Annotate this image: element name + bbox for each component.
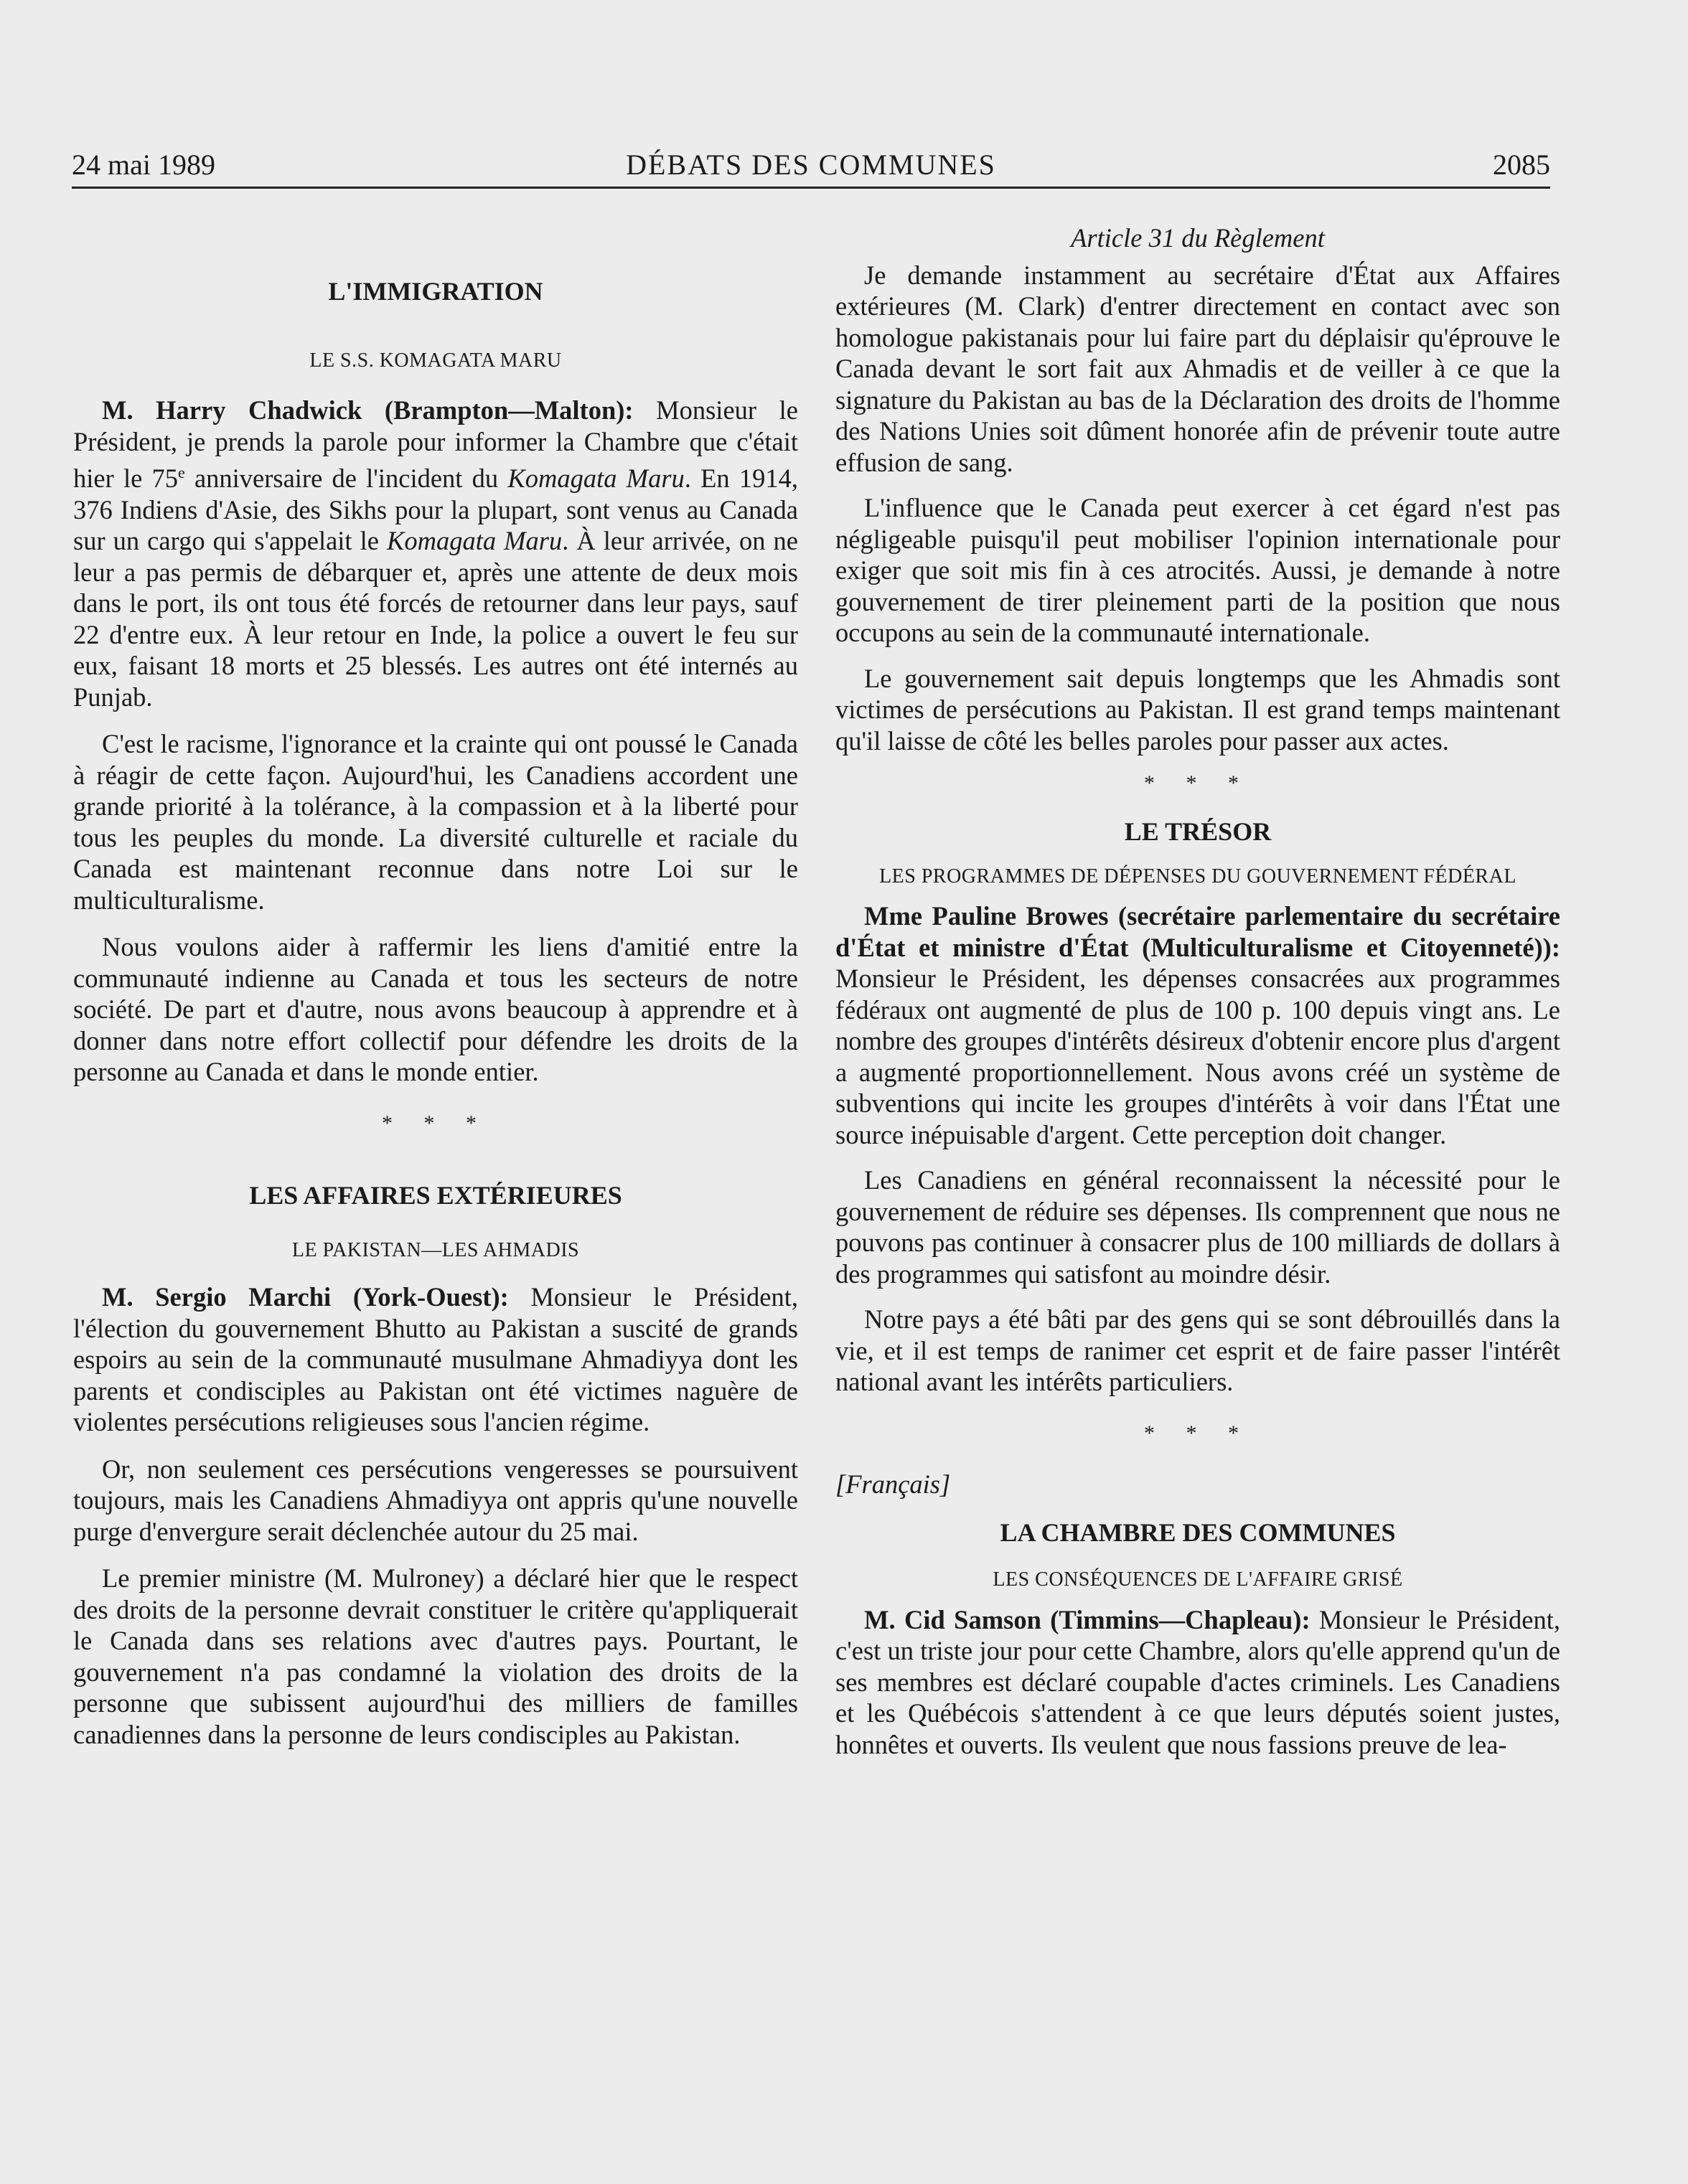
speaker-marchi: M. Sergio Marchi (York-Ouest): — [102, 1282, 509, 1312]
paragraph-amitie: Nous voulons aider à raffermir les liens d'amitié entre la communauté indienne au Canada et tous les secteurs de notre société. De part et d'autre, nous avons beaucoup à apprendre et à donner dans notre effort collectif pour défendre les droits de la personne au Canada et dans le monde entier. — [73, 932, 798, 1087]
paragraph-samson: M. Cid Samson (Timmins—Chapleau): Monsieur le Président, c'est un triste jour pour cette Chambre, alors qu'elle apprend qu'un de ses membres est déclaré coupable d'actes criminels. Les Canadiens et les Québécois s'attendent à ce que leurs députés soient justes, honnêtes et ouverts. Ils veulent que nous fassions preuve de lea- — [835, 1604, 1560, 1759]
right-column — [835, 208, 1560, 1760]
subheading-komagata: LE S.S. KOMAGATA MARU — [309, 349, 562, 372]
heading-chambre: LA CHAMBRE DES COMMUNES — [1000, 1517, 1396, 1547]
subheading-programmes: LES PROGRAMMES DE DÉPENSES DU GOUVERNEMENT FÉDÉRAL — [879, 865, 1516, 888]
header-rule — [72, 187, 1550, 189]
paragraph-chadwick: M. Harry Chadwick (Brampton—Malton): Monsieur le Président, je prends la parole pour informer la Chambre que c'était hier le 75e anniversaire de l'incident du Komagata Maru. En 1914, 376 Indiens d'Asie, des Sikhs pour la plupart, sont venus au Canada sur un cargo qui s'appelait le Komagata Maru. À leur arrivée, on ne leur a pas permis de débarquer et, après une attente de deux mois dans le port, ils ont tous été forcés de retourner dans leur pays, sauf 22 d'entre eux. À leur retour en Inde, la police a ouvert le feu sur eux, faisant 18 morts et 25 blessés. Les autres ont été internés au Punjab. — [73, 395, 799, 712]
paragraph-marchi: M. Sergio Marchi (York-Ouest): Monsieur le Président, l'élection du gouvernement Bhutto au Pakistan a suscité de grands espoirs au sein de la communauté musulmane Ahmadiyya dont les parents et condisciples au Pakistan ont été victimes naguère de violentes persécutions religieuses sous l'ancien régime. — [73, 1282, 799, 1437]
heading-tresor: LE TRÉSOR — [1124, 816, 1272, 846]
paragraph-browes: Mme Pauline Browes (secrétaire parlementaire du secrétaire d'État et ministre d'État (Multiculturalisme et Citoyenneté)): Monsieur le Président, les dépenses consacrées aux programmes fédéraux ont augmenté de plus de 100 p. 100 depuis vingt ans. Le nombre des groupes d'intérêts désireux d'obtenir encore plus d'argent a augmenté proportionnellement. Nous avons créé un système de subventions qui incite les groupes d'intérêts à voir dans l'État une source inépuisable d'argent. Cette perception doit changer. — [835, 901, 1560, 1149]
paragraph-racisme: C'est le racisme, l'ignorance et la crainte qui ont poussé le Canada à réagir de cette façon. Aujourd'hui, les Canadiens accordent une grande priorité à la tolérance, à la compassion et à la liberté pour tous les peuples du monde. La diversité culturelle et raciale du Canada est maintenant reconnue dans notre Loi sur le multiculturalisme. — [73, 729, 798, 915]
header-title: DÉBATS DES COMMUNES — [626, 149, 996, 181]
paragraph-influence: L'influence que le Canada peut exercer à cet égard n'est pas négligeable puisqu'il peut mobiliser l'opinion internationale pour exiger que soit mis fin à ces atrocités. Aussi, je demande à notre gouvernement de tirer pleinement parti de la position que nous occupons au sein de la communauté internationale. — [835, 493, 1560, 647]
section-divider: * * * — [1144, 771, 1252, 795]
speaker-samson: M. Cid Samson (Timmins—Chapleau): — [864, 1604, 1310, 1634]
paragraph-demande: Je demande instamment au secrétaire d'État aux Affaires extérieures (M. Clark) d'entrer directement en contact avec son homologue pakistanais pour lui faire part du déplaisir qu'éprouve le Canada devant le sort fait aux Ahmadis et de veiller à ce que la signature du Pakistan au bas de la Déclaration des droits de l'homme des Nations Unies soit dûment honorée afin de prévenir toute autre effusion de sang. — [835, 260, 1560, 477]
page-number: 2085 — [1493, 149, 1550, 181]
heading-affaires-exterieures: LES AFFAIRES EXTÉRIEURES — [249, 1181, 622, 1210]
header-date: 24 mai 1989 — [72, 149, 215, 181]
article-reference: Article 31 du Règlement — [1071, 223, 1325, 253]
subheading-grise: LES CONSÉQUENCES DE L'AFFAIRE GRISÉ — [993, 1568, 1403, 1591]
page-header — [72, 147, 1550, 183]
paragraph-canadiens: Les Canadiens en général reconnaissent la nécessité pour le gouvernement de réduire ses dépenses. Ils comprennent que nous ne pouvons pas continuer à consacrer plus de 100 milliards de dollars à des programmes qui satisfont au moindre désir. — [835, 1165, 1560, 1289]
speaker-chadwick: M. Harry Chadwick (Brampton—Malton): — [102, 395, 634, 425]
language-marker: [Français] — [835, 1469, 951, 1499]
section-divider: * * * — [1144, 1421, 1252, 1445]
speaker-browes: Mme Pauline Browes (secrétaire parlementaire du secrétaire d'État et ministre d'État (Multiculturalisme et Citoyenneté)): — [835, 901, 1560, 962]
paragraph-pays: Notre pays a été bâti par des gens qui se sont débrouillés dans la vie, et il est temps de ranimer cet esprit et de faire passer l'intérêt national avant les intérêts particuliers. — [835, 1304, 1560, 1396]
heading-immigration: L'IMMIGRATION — [328, 277, 543, 306]
paragraph-persecutions: Or, non seulement ces persécutions vengeresses se poursuivent toujours, mais les Canadiens Ahmadiyya ont appris qu'une nouvelle purge d'envergure serait déclenchée autour du 25 mai. — [73, 1454, 798, 1546]
left-column — [73, 208, 798, 1750]
subheading-pakistan: LE PAKISTAN—LES AHMADIS — [291, 1238, 580, 1261]
paragraph-gouvernement: Le gouvernement sait depuis longtemps que les Ahmadis sont victimes de persécutions au Pakistan. Il est grand temps maintenant qu'il laisse de côté les belles paroles pour passer aux actes. — [835, 663, 1560, 756]
section-divider: * * * — [382, 1111, 489, 1135]
paragraph-premier-ministre: Le premier ministre (M. Mulroney) a déclaré hier que le respect des droits de la personne devrait constituer le critère qu'appliquerait le Canada dans ses relations avec d'autres pays. Pourtant, le gouvernement n'a pas condamné la violation des droits de la personne que subissent aujourd'hui des milliers de familles canadiennes dans la personne de leurs condisciples au Pakistan. — [73, 1563, 798, 1749]
